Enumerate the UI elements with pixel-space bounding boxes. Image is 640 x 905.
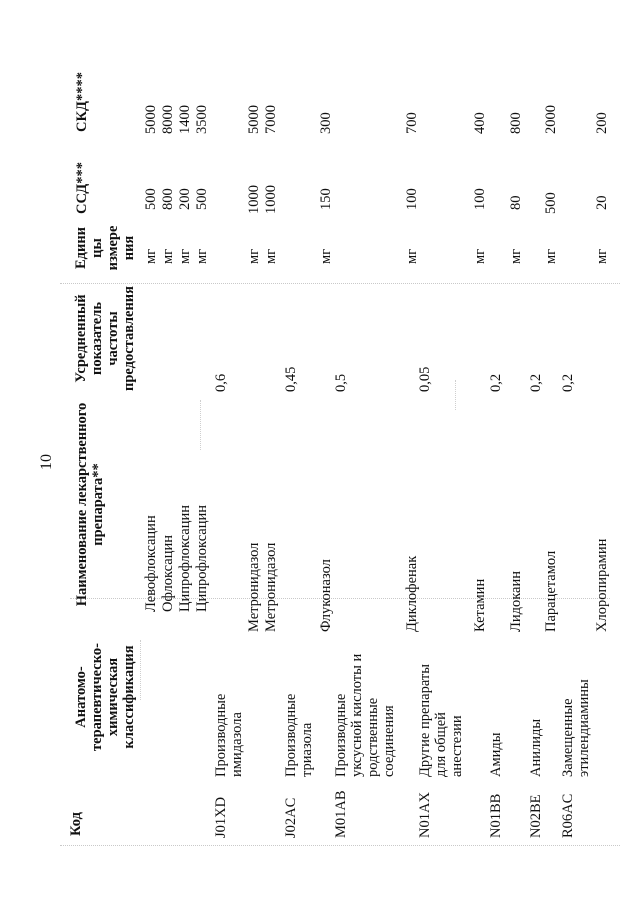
table-rule bbox=[60, 283, 620, 284]
drug-name: Ципрофлоксацин bbox=[194, 504, 210, 612]
header-ssd: ССД*** bbox=[74, 162, 90, 214]
drug-name: Левофлоксацин bbox=[143, 515, 159, 612]
header-drug: Наименование лекарственного препарата** bbox=[74, 402, 106, 607]
drug-skd: 5000 bbox=[246, 105, 262, 134]
drug-ssd: 100 bbox=[472, 188, 488, 210]
drug-skd: 3500 bbox=[194, 105, 210, 134]
header-code: Код bbox=[68, 812, 84, 836]
drug-skd: 800 bbox=[508, 112, 524, 134]
drug-name: Лидокаин bbox=[508, 570, 524, 632]
drug-ssd: 500 bbox=[194, 188, 210, 210]
row-code: R06AC bbox=[560, 793, 576, 838]
row-code: J02AC bbox=[283, 797, 299, 838]
drug-name: Ципрофлоксацин bbox=[177, 504, 193, 612]
drug-name: Кетамин bbox=[472, 578, 488, 632]
row-frequency: 0,05 bbox=[417, 366, 433, 392]
header-atc: Анатомо- терапевтическо- химическая классификация bbox=[73, 643, 137, 751]
row-frequency: 0,2 bbox=[560, 373, 576, 392]
row-atc: Производные имидазола bbox=[213, 693, 245, 777]
row-atc: Амиды bbox=[488, 732, 504, 777]
drug-unit: мг bbox=[246, 248, 262, 264]
drug-unit: мг bbox=[194, 248, 210, 264]
drug-unit: мг bbox=[177, 248, 193, 264]
row-atc: Производные уксусной кислоты и родственные соединения bbox=[333, 653, 397, 777]
row-code: N02BE bbox=[528, 794, 544, 838]
drug-ssd: 150 bbox=[318, 188, 334, 210]
drug-ssd: 1000 bbox=[246, 185, 262, 214]
row-code: N01AX bbox=[417, 792, 433, 838]
page-number: 10 bbox=[38, 454, 55, 470]
drug-name: Флуконазол bbox=[318, 559, 334, 632]
drug-skd: 2000 bbox=[543, 105, 559, 134]
drug-ssd: 500 bbox=[543, 192, 559, 214]
drug-unit: мг bbox=[404, 248, 420, 264]
drug-name: Метронидазол bbox=[246, 542, 262, 632]
drug-name: Хлоропирамин bbox=[594, 538, 610, 632]
drug-name: Офлоксацин bbox=[160, 534, 176, 612]
row-atc: Другие препараты для общей анестезии bbox=[417, 664, 465, 777]
row-frequency: 0,45 bbox=[283, 366, 299, 392]
drug-skd: 700 bbox=[404, 112, 420, 134]
row-frequency: 0,2 bbox=[488, 373, 504, 392]
row-code: N01BB bbox=[488, 793, 504, 838]
drug-ssd: 200 bbox=[177, 188, 193, 210]
header-frequency: Усредненный показатель частоты предоставления bbox=[73, 286, 137, 391]
drug-unit: мг bbox=[594, 248, 610, 264]
row-code: M01AB bbox=[333, 790, 349, 838]
drug-skd: 1400 bbox=[177, 105, 193, 134]
row-atc: Анилиды bbox=[528, 718, 544, 777]
drug-unit: мг bbox=[318, 248, 334, 264]
drug-skd: 8000 bbox=[160, 105, 176, 134]
row-code: J01XD bbox=[213, 796, 229, 838]
drug-unit: мг bbox=[143, 248, 159, 264]
drug-unit: мг bbox=[508, 248, 524, 264]
row-frequency: 0,5 bbox=[333, 373, 349, 392]
drug-ssd: 20 bbox=[594, 195, 610, 210]
row-frequency: 0,6 bbox=[213, 373, 229, 392]
header-units: Едини цы измере ния bbox=[73, 225, 137, 271]
table-rule bbox=[140, 640, 141, 700]
drug-skd: 5000 bbox=[143, 105, 159, 134]
row-atc: Замещенные этилендиамины bbox=[560, 679, 592, 777]
drug-ssd: 80 bbox=[508, 195, 524, 210]
header-skd: СКД**** bbox=[74, 72, 90, 132]
drug-ssd: 100 bbox=[404, 188, 420, 210]
drug-ssd: 1000 bbox=[263, 185, 279, 214]
drug-name: Диклофенак bbox=[404, 555, 420, 632]
drug-skd: 300 bbox=[318, 112, 334, 134]
drug-ssd: 800 bbox=[160, 188, 176, 210]
table-rule bbox=[200, 400, 201, 450]
row-frequency: 0,2 bbox=[528, 373, 544, 392]
drug-unit: мг bbox=[543, 248, 559, 264]
table-rule bbox=[60, 845, 620, 846]
drug-skd: 400 bbox=[472, 112, 488, 134]
drug-name: Парацетамол bbox=[543, 550, 559, 632]
table-rule bbox=[455, 380, 456, 410]
row-atc: Производные триазола bbox=[283, 693, 315, 777]
drug-unit: мг bbox=[263, 248, 279, 264]
drug-name: Метронидазол bbox=[263, 542, 279, 632]
drug-skd: 200 bbox=[594, 112, 610, 134]
drug-unit: мг bbox=[160, 248, 176, 264]
drug-ssd: 500 bbox=[143, 188, 159, 210]
drug-unit: мг bbox=[472, 248, 488, 264]
drug-skd: 7000 bbox=[263, 105, 279, 134]
